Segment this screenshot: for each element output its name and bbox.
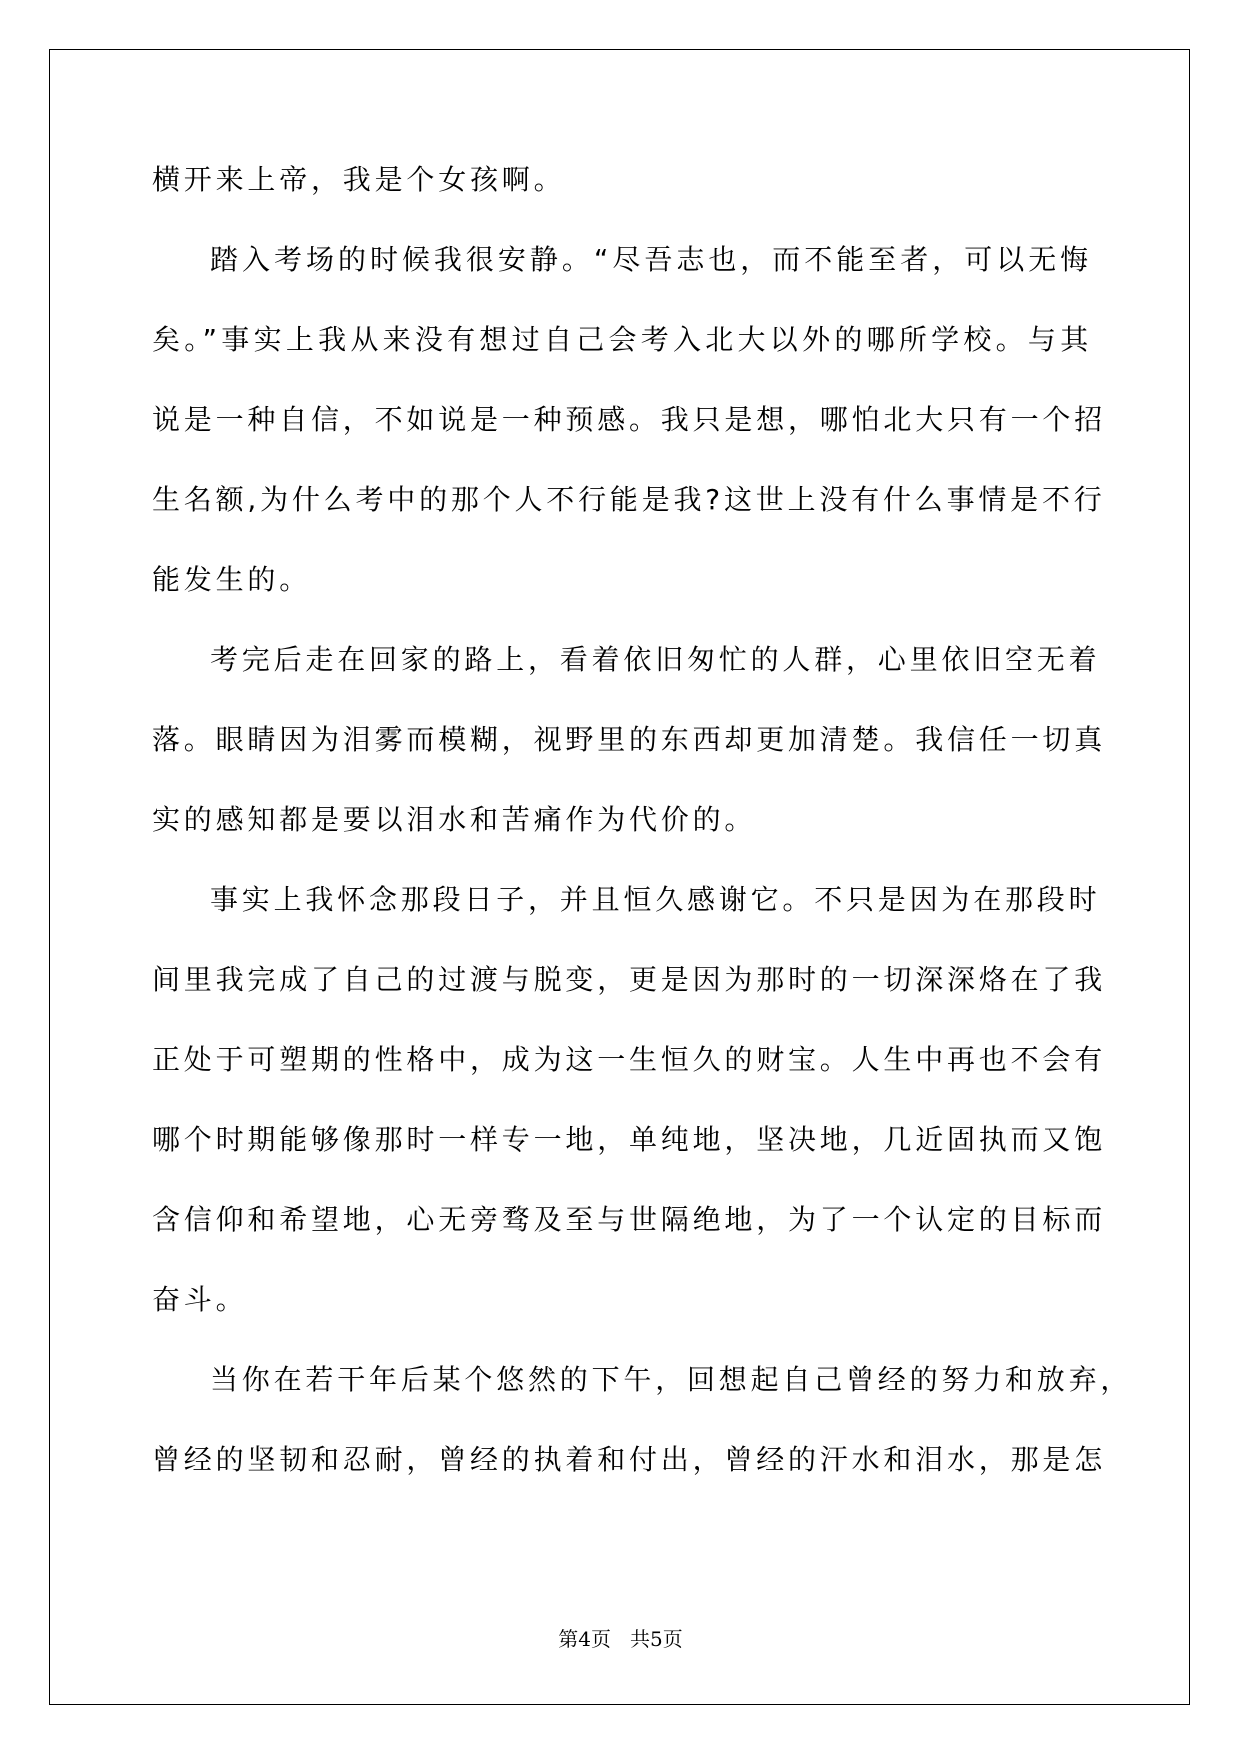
paragraph-first-line: 事实上我怀念那段日子，并且恒久感谢它。不只是因为在那段时	[210, 883, 1101, 916]
text-line: 说是一种自信，不如说是一种预感。我只是想，哪怕北大只有一个招	[152, 403, 1107, 436]
text-line: 能发生的。	[152, 563, 312, 596]
text-line: 矣。”事实上我从来没有想过自己会考入北大以外的哪所学校。与其	[152, 323, 1092, 356]
paragraph-first-line: 当你在若干年后某个悠然的下午，回想起自己曾经的努力和放弃，	[210, 1363, 1133, 1396]
text-line: 哪个时期能够像那时一样专一地，单纯地，坚决地，几近固执而又饱	[152, 1123, 1107, 1156]
text-line: 曾经的坚韧和忍耐，曾经的执着和付出，曾经的汗水和泪水，那是怎	[152, 1443, 1107, 1476]
paragraph-first-line: 考完后走在回家的路上，看着依旧匆忙的人群，心里依旧空无着	[210, 643, 1101, 676]
paragraph-first-line: 踏入考场的时候我很安静。“尽吾志也，而不能至者，可以无悔	[210, 243, 1092, 276]
text-line: 横开来上帝，我是个女孩啊。	[152, 163, 566, 196]
text-line: 奋斗。	[152, 1283, 248, 1316]
page-number-footer: 第4页 共5页	[558, 1627, 683, 1651]
text-line: 含信仰和希望地，心无旁骛及至与世隔绝地，为了一个认定的目标而	[152, 1203, 1107, 1236]
text-line: 落。眼睛因为泪雾而模糊，视野里的东西却更加清楚。我信任一切真	[152, 723, 1107, 756]
text-line: 间里我完成了自己的过渡与脱变，更是因为那时的一切深深烙在了我	[152, 963, 1107, 996]
text-line: 生名额,为什么考中的那个人不行能是我?这世上没有什么事情是不行	[152, 483, 1106, 516]
text-line: 实的感知都是要以泪水和苦痛作为代价的。	[152, 803, 757, 836]
document-body	[152, 160, 1133, 1520]
text-line: 正处于可塑期的性格中，成为这一生恒久的财宝。人生中再也不会有	[152, 1043, 1107, 1076]
